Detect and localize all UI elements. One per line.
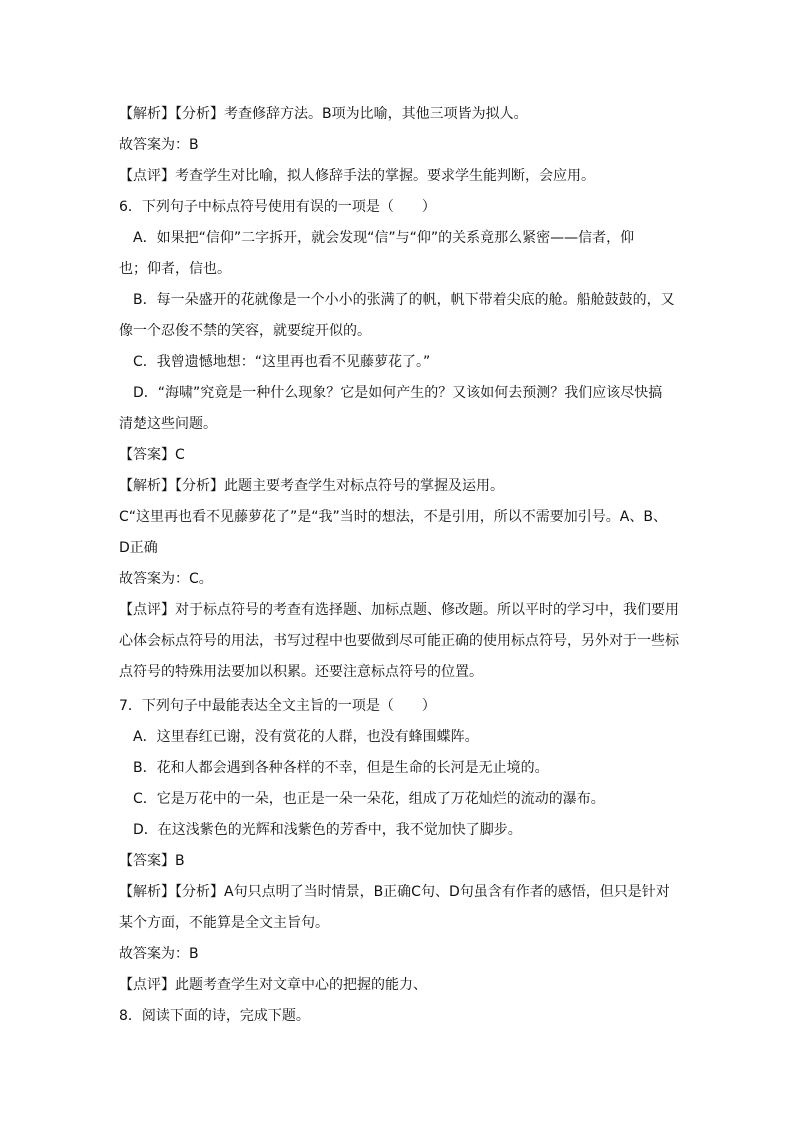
answer-line: 故答案为：B [119, 137, 199, 153]
question-6-comment-cont-2: 点符号的特殊用法要加以积累。还要注意标点符号的位置。 [119, 664, 483, 680]
question-6-final-answer: 故答案为：C。 [119, 571, 213, 587]
question-6-option-b: B．每一朵盛开的花就像是一个小小的张满了的帆，帆下带着尖底的舱。船舱鼓鼓的，又 [133, 292, 675, 308]
question-7-option-c: C．它是万花中的一朵，也正是一朵一朵花，组成了万花灿烂的流动的瀑布。 [133, 791, 605, 807]
question-7-analysis-cont: 某个方面，不能算是全文主旨句。 [119, 915, 329, 931]
comment-line: 【点评】考查学生对比喻，拟人修辞手法的掌握。要求学生能判断，会应用。 [119, 168, 595, 184]
question-6-comment: 【点评】对于标点符号的考查有选择题、加标点题、修改题。所以平时的学习中，我们要用 [119, 602, 679, 618]
question-6-option-d: D．“海啸”究竟是一种什么现象？它是如何产生的？又该如何去预测？我们应该尽快搞 [133, 385, 663, 401]
question-7-comment: 【点评】此题考查学生对文章中心的把握的能力、 [119, 977, 427, 993]
question-7-option-b: B．花和人都会遇到各种各样的不幸，但是生命的长河是无止境的。 [133, 760, 549, 776]
question-7-title: 7．下列句子中最能表达全文主旨的一项是（ ） [119, 698, 436, 714]
question-6-option-c: C．我曾遗憾地想：“这里再也看不见藤萝花了。” [133, 354, 431, 370]
question-7-answer: 【答案】B [119, 853, 185, 869]
question-6-title: 6．下列句子中标点符号使用有误的一项是（ ） [119, 199, 436, 215]
question-6-analysis: 【解析】【分析】此题主要考查学生对标点符号的掌握及运用。 [119, 478, 504, 494]
question-6-option-b-cont: 像一个忍俊不禁的笑容，就要绽开似的。 [119, 323, 371, 339]
question-6-comment-cont-1: 心体会标点符号的用法，书写过程中也要做到尽可能正确的使用标点符号，另外对于一些标 [119, 633, 679, 649]
analysis-line: 【解析】【分析】考查修辞方法。B项为比喻，其他三项皆为拟人。 [119, 106, 528, 122]
question-8-title: 8．阅读下面的诗，完成下题。 [119, 1008, 310, 1024]
question-7-option-d: D．在这浅紫色的光辉和浅紫色的芳香中，我不觉加快了脚步。 [133, 822, 522, 838]
question-6-option-a: A．如果把“信仰”二字拆开，就会发现“信”与“仰”的关系竟那么紧密——信者，仰 [133, 230, 635, 246]
question-6-option-d-cont: 清楚这些问题。 [119, 416, 217, 432]
question-7-option-a: A．这里春红已谢，没有赏花的人群，也没有蜂围蝶阵。 [133, 729, 479, 745]
question-6-answer: 【答案】C [119, 447, 185, 463]
question-6-analysis-detail-cont: D正确 [119, 540, 158, 556]
question-6-option-a-cont: 也；仰者，信也。 [119, 261, 231, 277]
question-7-analysis: 【解析】【分析】A句只点明了当时情景，B正确C句、D句虽含有作者的感悟，但只是针对 [119, 884, 670, 900]
question-6-analysis-detail: C“这里再也看不见藤萝花了”是“我”当时的想法，不是引用，所以不需要加引号。A、B、 [119, 509, 667, 525]
question-7-final-answer: 故答案为：B [119, 946, 199, 962]
